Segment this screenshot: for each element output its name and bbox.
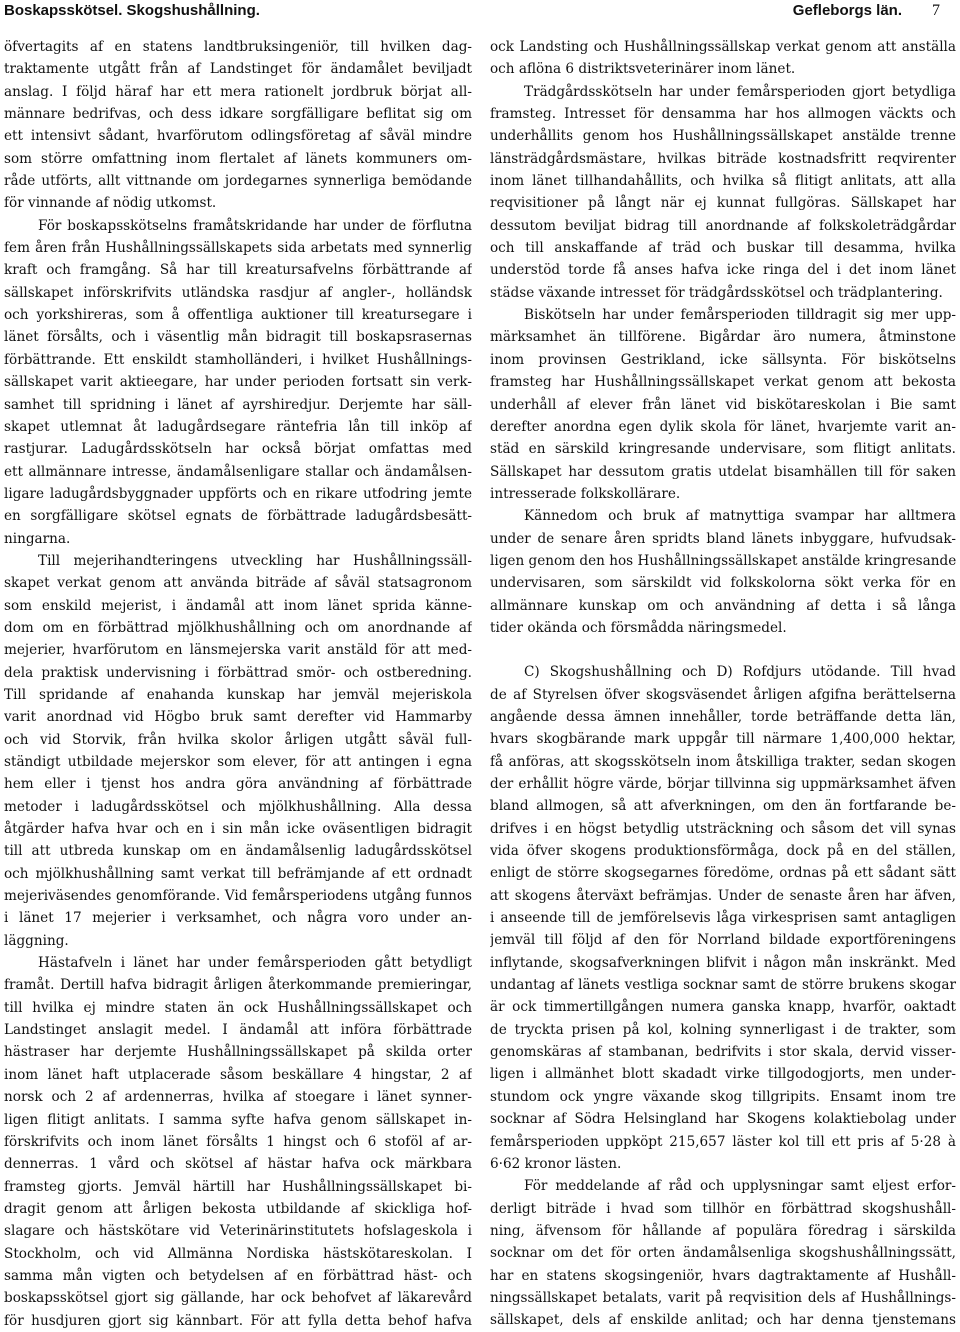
text-line: der erhållit högre värde, börjar tillvinna sig uppmärksamhet äfven xyxy=(490,776,956,792)
text-line: framåt. Dertill hafva bidragit årligen återkommande premieringar, xyxy=(4,977,472,994)
text-line: ock Landsting och Hushållningssällskap verkat genom att anställa xyxy=(490,39,956,55)
text-line: undantag af länets vestliga socknar samt de större brukens skogar xyxy=(490,977,956,994)
left-text-column xyxy=(4,36,472,1332)
text-line: har en statens skogsingeniör, hvars dagtraktamente af Hushåll- xyxy=(490,1267,956,1284)
header-region-title: Gefleborgs län. xyxy=(792,2,902,19)
paragraph-gap xyxy=(490,639,956,661)
text-line: reqvisitioner på långt när ej kunnat fullgöras. Sällskapet har xyxy=(490,195,956,212)
text-line: kraft och framgång. Så har till kreatursafvelns förbättrande af xyxy=(4,262,472,279)
text-line: i anseende till de jemförelsevis låga virkesprisen samt antagligen xyxy=(490,910,956,927)
text-line: som större omfattning inom flertalet af länets kommuners om- xyxy=(4,150,472,167)
text-line: socknar om det för orten ändamålsenliga skogshushållningssätt, xyxy=(490,1245,956,1262)
text-line: samma mån vigten och betydelsen af en förbättrad häst- och xyxy=(4,1267,472,1284)
text-line: derefter anordna egen dylik skola för länet, hvarjemte varit an- xyxy=(490,418,956,435)
text-line: dela praktisk undervisning i förbättrad smör- och ostberedning. xyxy=(4,664,472,681)
text-line: ett allmännare intresse, ändamålsenligare stallar och ändamålsen- xyxy=(4,463,472,480)
text-line: angående dessa ämnen innehåller, torde beträffande detta län, xyxy=(490,708,956,725)
text-line: dragit genom att årligen bekosta utbildande af skickliga hof- xyxy=(4,1200,472,1217)
text-line: de tryckta prisen på kol, kolning synnerligast i de trakter, som xyxy=(490,1021,956,1038)
text-line: traktamente utgått från af Landstinget för ändamålet beviljadt xyxy=(4,61,472,78)
text-line: och till anskaffande af träd och buskar till desamma, hvilka xyxy=(490,240,956,257)
text-line: inflytande, skogsafverkningen blifvit i någon mån inskränkt. Med xyxy=(490,954,956,971)
text-line: som enskild mejerist, i ändamål att inom länet sprida känne- xyxy=(4,597,472,614)
text-line: drifves i en högst betydlig utsträckning och såsom det vill synas xyxy=(490,820,956,837)
text-line: för vinnande af nödig utkomst. xyxy=(4,195,217,212)
text-line: underhållits genom hos Hushållningssällskapet anstälde trenne xyxy=(490,128,956,145)
text-line: Stockholm, och vid Allmänna Nordiska hästskötareskolan. I xyxy=(4,1245,472,1262)
text-line: framsteg har Hushållningssällskapet verkat genom att bekosta xyxy=(490,374,956,391)
text-line: stundom ock yngre växande skog tillgripits. Ensamt inom tre xyxy=(490,1088,956,1105)
text-line: slagare och hästskötare vid Veterinärinstitutets hofslageskola i xyxy=(4,1223,472,1240)
text-line: varit anordnad vid Högbo bruk samt derefter vid Hammarby xyxy=(4,709,472,726)
text-line: till hvilka ej mindre staten än ock Hushållningssällskapet och xyxy=(4,999,472,1016)
text-line: för husdjuren gjort sig kännbart. För att fylla detta behof hafva xyxy=(4,1312,472,1329)
text-line: undervisaren, som särskildt vid folkskolorna sökt verka för en xyxy=(490,575,956,592)
text-line: och vid Storvik, från hvilka skolor årligen utgått såväl full- xyxy=(4,731,472,748)
text-line: ning, äfvensom för hållande af populära föredrag i särskilda xyxy=(490,1222,956,1239)
text-line: länet försålts, och i väsentlig mån bidragit till boskapsrasernas xyxy=(4,329,472,346)
text-line: sällskapet varit aktieegare, har under perioden fortsatt sin verk- xyxy=(4,374,472,391)
text-line: jemväl till följd af den för Norrland bildade exportföreningens xyxy=(490,932,956,949)
text-line: Trädgårdsskötseln har under femårsperioden gjort betydliga xyxy=(524,83,956,100)
text-line: ett intensivt sådant, hvarförutom odlingsföretag af såväl mindre xyxy=(4,128,472,145)
text-line: sällskapet införskrifvits utländska rasdjur af angler-, holländsk xyxy=(4,284,472,301)
text-line: länsträdgårdsmästare, hvilkas biträde kostnadsfritt reqvirenter xyxy=(490,150,956,167)
text-line: tider okända och försmådda näringsmedel. xyxy=(490,619,787,636)
text-line: bland allmogen, så att afverkningen, om den än fortfarande be- xyxy=(490,798,956,815)
text-line: under de senare åren spridts bland länets inbyggare, hufvudsak- xyxy=(490,530,956,547)
text-line: Sällskapet har dessutom gratis utdelat bisamhällen till för saken xyxy=(490,463,956,480)
text-line: C) Skogshushållning och D) Rofdjurs utödande. Till hvad xyxy=(524,664,956,681)
text-line: vida öfver skogens produktionsförmåga, dock på en del ställen, xyxy=(490,843,956,860)
text-line: underhåll af elever från länet vid biskötareskolan i Bie samt xyxy=(490,396,956,413)
text-line: en sorgfälligare skötsel egnats de förbättrade ladugårdsbesätt- xyxy=(4,508,472,525)
text-line: de af Styrelsen öfver skogsväsendet årligen afgifna berättelserna xyxy=(490,686,956,703)
running-header xyxy=(4,2,940,24)
text-line: och yorkshireras, som å offentliga auktioner till kreatursegare i xyxy=(4,307,472,324)
text-line: rastjurar. Ladugårdsskötseln har också börjat omfattas med xyxy=(4,441,472,458)
text-line: genomskäras af stambanan, bedrifvits i stor skala, dervid visser- xyxy=(490,1044,956,1061)
text-line: öfvertagits af en statens landtbruksingeniör, till hvilken dag- xyxy=(4,39,472,55)
text-line: ningssällskapet betalats, varit på reqvisition dels af Hushållnings- xyxy=(490,1289,956,1306)
text-line: ningarna. xyxy=(4,530,71,547)
text-line: läggning. xyxy=(4,932,69,949)
text-line: Hästafveln i länet har under femårsperioden gått betydligt xyxy=(38,955,472,972)
text-line: För boskapsskötselns framåtskridande har under de förflutna xyxy=(38,217,472,234)
text-line: och aflöna 6 distriktsveterinärer inom länet. xyxy=(490,61,796,78)
text-line: enligt de större skogsegarnes föredöme, ordnas på ett sådant sätt xyxy=(490,865,956,882)
text-line: i länet 17 mejerier i verksamhet, och några voro under an- xyxy=(4,910,472,927)
text-line: dennerras. 1 vård och skötsel af hästar hafva ock märkbara xyxy=(4,1156,472,1173)
text-line: För meddelande af råd och upplysningar samt eljest erfor- xyxy=(524,1178,956,1195)
text-line: få anföras, att skogsskötseln inom åtskilliga trakter, sedan skogen xyxy=(490,753,956,770)
text-line: råde utförts, allt vittnande om jordegarnes synnerliga bemödande xyxy=(4,173,472,190)
text-line: märksamhet än tillförene. Bigårdar äro numera, åtminstone xyxy=(490,329,956,346)
text-line: ligen i allmänhet blott skadadt virke tillgodogjorts, men under- xyxy=(490,1066,956,1083)
header-section-title: Boskapsskötsel. Skogshushållning. xyxy=(4,2,260,19)
text-line: skapet utlemnat åt ladugårdsegare räntefria lån till inköp af xyxy=(4,418,472,435)
text-line: inom länet haft utplacerade såsom beskällare 4 hingstar, 2 af xyxy=(4,1066,472,1083)
text-line: sällskapet, dels af enskilde anlitad; och har denna tjenstemans xyxy=(490,1312,956,1329)
text-line: derligt biträde i hvad som tillhör en förbättrad skogshushåll- xyxy=(490,1200,956,1217)
text-line: samhet till spridning i länet af ayrshiredjur. Derjemte har säll- xyxy=(4,396,472,413)
text-line: understöd torde få anses hafva icke ringa del i det inom länet xyxy=(490,262,956,279)
text-line: ligen flitigt anlitats. I samma syfte hafva genom sällskapet in- xyxy=(4,1111,472,1128)
text-line: intresserade folkskollärare. xyxy=(490,485,681,502)
text-line: mejerier, hvarförutom en länsmejerska varit anstäld för att med- xyxy=(4,642,472,659)
text-line: Till spridande af enahanda kunskap har jemväl mejeriskola xyxy=(4,686,472,703)
text-line: dessutom beviljat bidrag till anordnande af folkskoleträdgårdar xyxy=(490,217,956,234)
text-line: att skogens återväxt befrämjas. Under de senaste åren har äfven, xyxy=(490,887,956,904)
text-line: åtgärder hafva hvar och en i sin mån icke oväsentligen bidragit xyxy=(4,821,472,838)
text-line: Kännedom och bruk af matnyttiga svampar har alltmera xyxy=(524,508,956,525)
text-line: femårsperioden uppköpt 215,657 läster kol till ett pris af 5·28 à xyxy=(490,1133,956,1150)
text-line: framsteg gjorts. Jemväl härtill har Hushållningssällskapet bi- xyxy=(4,1178,472,1195)
text-line: inom provinsen Gestrikland, icke sällsynta. För biskötselns xyxy=(490,351,956,368)
text-line: socknar af Södra Helsingland har Skogens kolaktiebolag under xyxy=(490,1111,956,1128)
text-line: norsk och 2 af ardennerras, hvilka af stoegare i länet synner- xyxy=(4,1089,472,1106)
text-line: till att utbreda kunskap om en ändamålsenlig ladugårdsskötsel xyxy=(4,843,472,860)
text-line: Till mejerihandteringens utveckling har Hushållningssäll- xyxy=(38,552,472,569)
text-line: hästraser har derjemte Hushållningssällskapet på skilda orter xyxy=(4,1044,472,1061)
text-line: metoder i ladugårdsskötsel och mjölkhushållning. Alla dessa xyxy=(4,798,472,815)
page-number: 7 xyxy=(932,2,940,19)
text-line: allmännare kunskap om och användning af detta i så långa xyxy=(490,597,956,614)
text-line: boskapsskötsel gjort sig gällande, har ock behofvet af läkarevård xyxy=(4,1290,472,1307)
text-line: männare bedrifvas, och dess idkare sorgfälligare beflitat sig om xyxy=(4,106,472,123)
text-line: Landstinget anslagit medel. I ändamål att införa förbättrade xyxy=(4,1022,472,1039)
text-line: ligare ladugårdsbyggnader uppförts och en rikare utfodring jemte xyxy=(4,485,472,502)
text-line: fem åren från Hushållningssällskapets sida arbetats med synnerlig xyxy=(4,240,472,257)
text-line: och mjölkhushållning samt verkat till befrämjande af ett ordnadt xyxy=(4,865,472,882)
text-line: anslag. I följd häraf har ett mera rationelt jordbruk börjat all- xyxy=(4,83,472,100)
text-line: förbättrande. Ett enskildt stamholländeri, i hvilket Hushållnings- xyxy=(4,351,472,368)
text-line: ligen genom den hos Hushållningssällskapet anstälde kringresande xyxy=(490,552,956,569)
text-line: städse växande intresset för trädgårdsskötsel och trädplantering. xyxy=(490,284,943,301)
text-line: är ock timmertillgången numera ganska knapp, hvarför, oaktadt xyxy=(490,999,956,1016)
text-line: mejeriväsendes genomförande. Vid femårsperiodens utgång funnos xyxy=(4,888,472,905)
right-text-column xyxy=(490,36,956,1332)
text-line: skapet verkat genom att använda biträde af såväl statsagronom xyxy=(4,575,472,592)
text-line: städ en särskild kringresande undervisare, som flitigt anlitats. xyxy=(490,441,956,458)
text-line: hem eller i tjenst hos andra göra användning af förbättrade xyxy=(4,776,472,793)
text-line: förskrifvits och inom länet försålts 1 hingst och 6 stoföl af ar- xyxy=(4,1133,472,1150)
text-line: dom om en förbättrad mjölkhushållning och om anordnande af xyxy=(4,619,472,636)
text-line: ständigt utbildade mejerskor som elever, för att antingen i egna xyxy=(4,754,472,770)
text-line: 6·62 kronor lästen. xyxy=(490,1155,622,1172)
text-line: Biskötseln har under femårsperioden tilldragit sig mer upp- xyxy=(524,307,956,324)
text-line: inom länet tillhandahållits, och hvilka så flitigt anlitats, att alla xyxy=(490,173,956,190)
text-line: hvars skogbärande mark uppgår till närmare 1,400,000 hektar, xyxy=(490,731,956,748)
text-line: framsteg. Intresset för densamma har hos allmogen väckts och xyxy=(490,106,956,123)
